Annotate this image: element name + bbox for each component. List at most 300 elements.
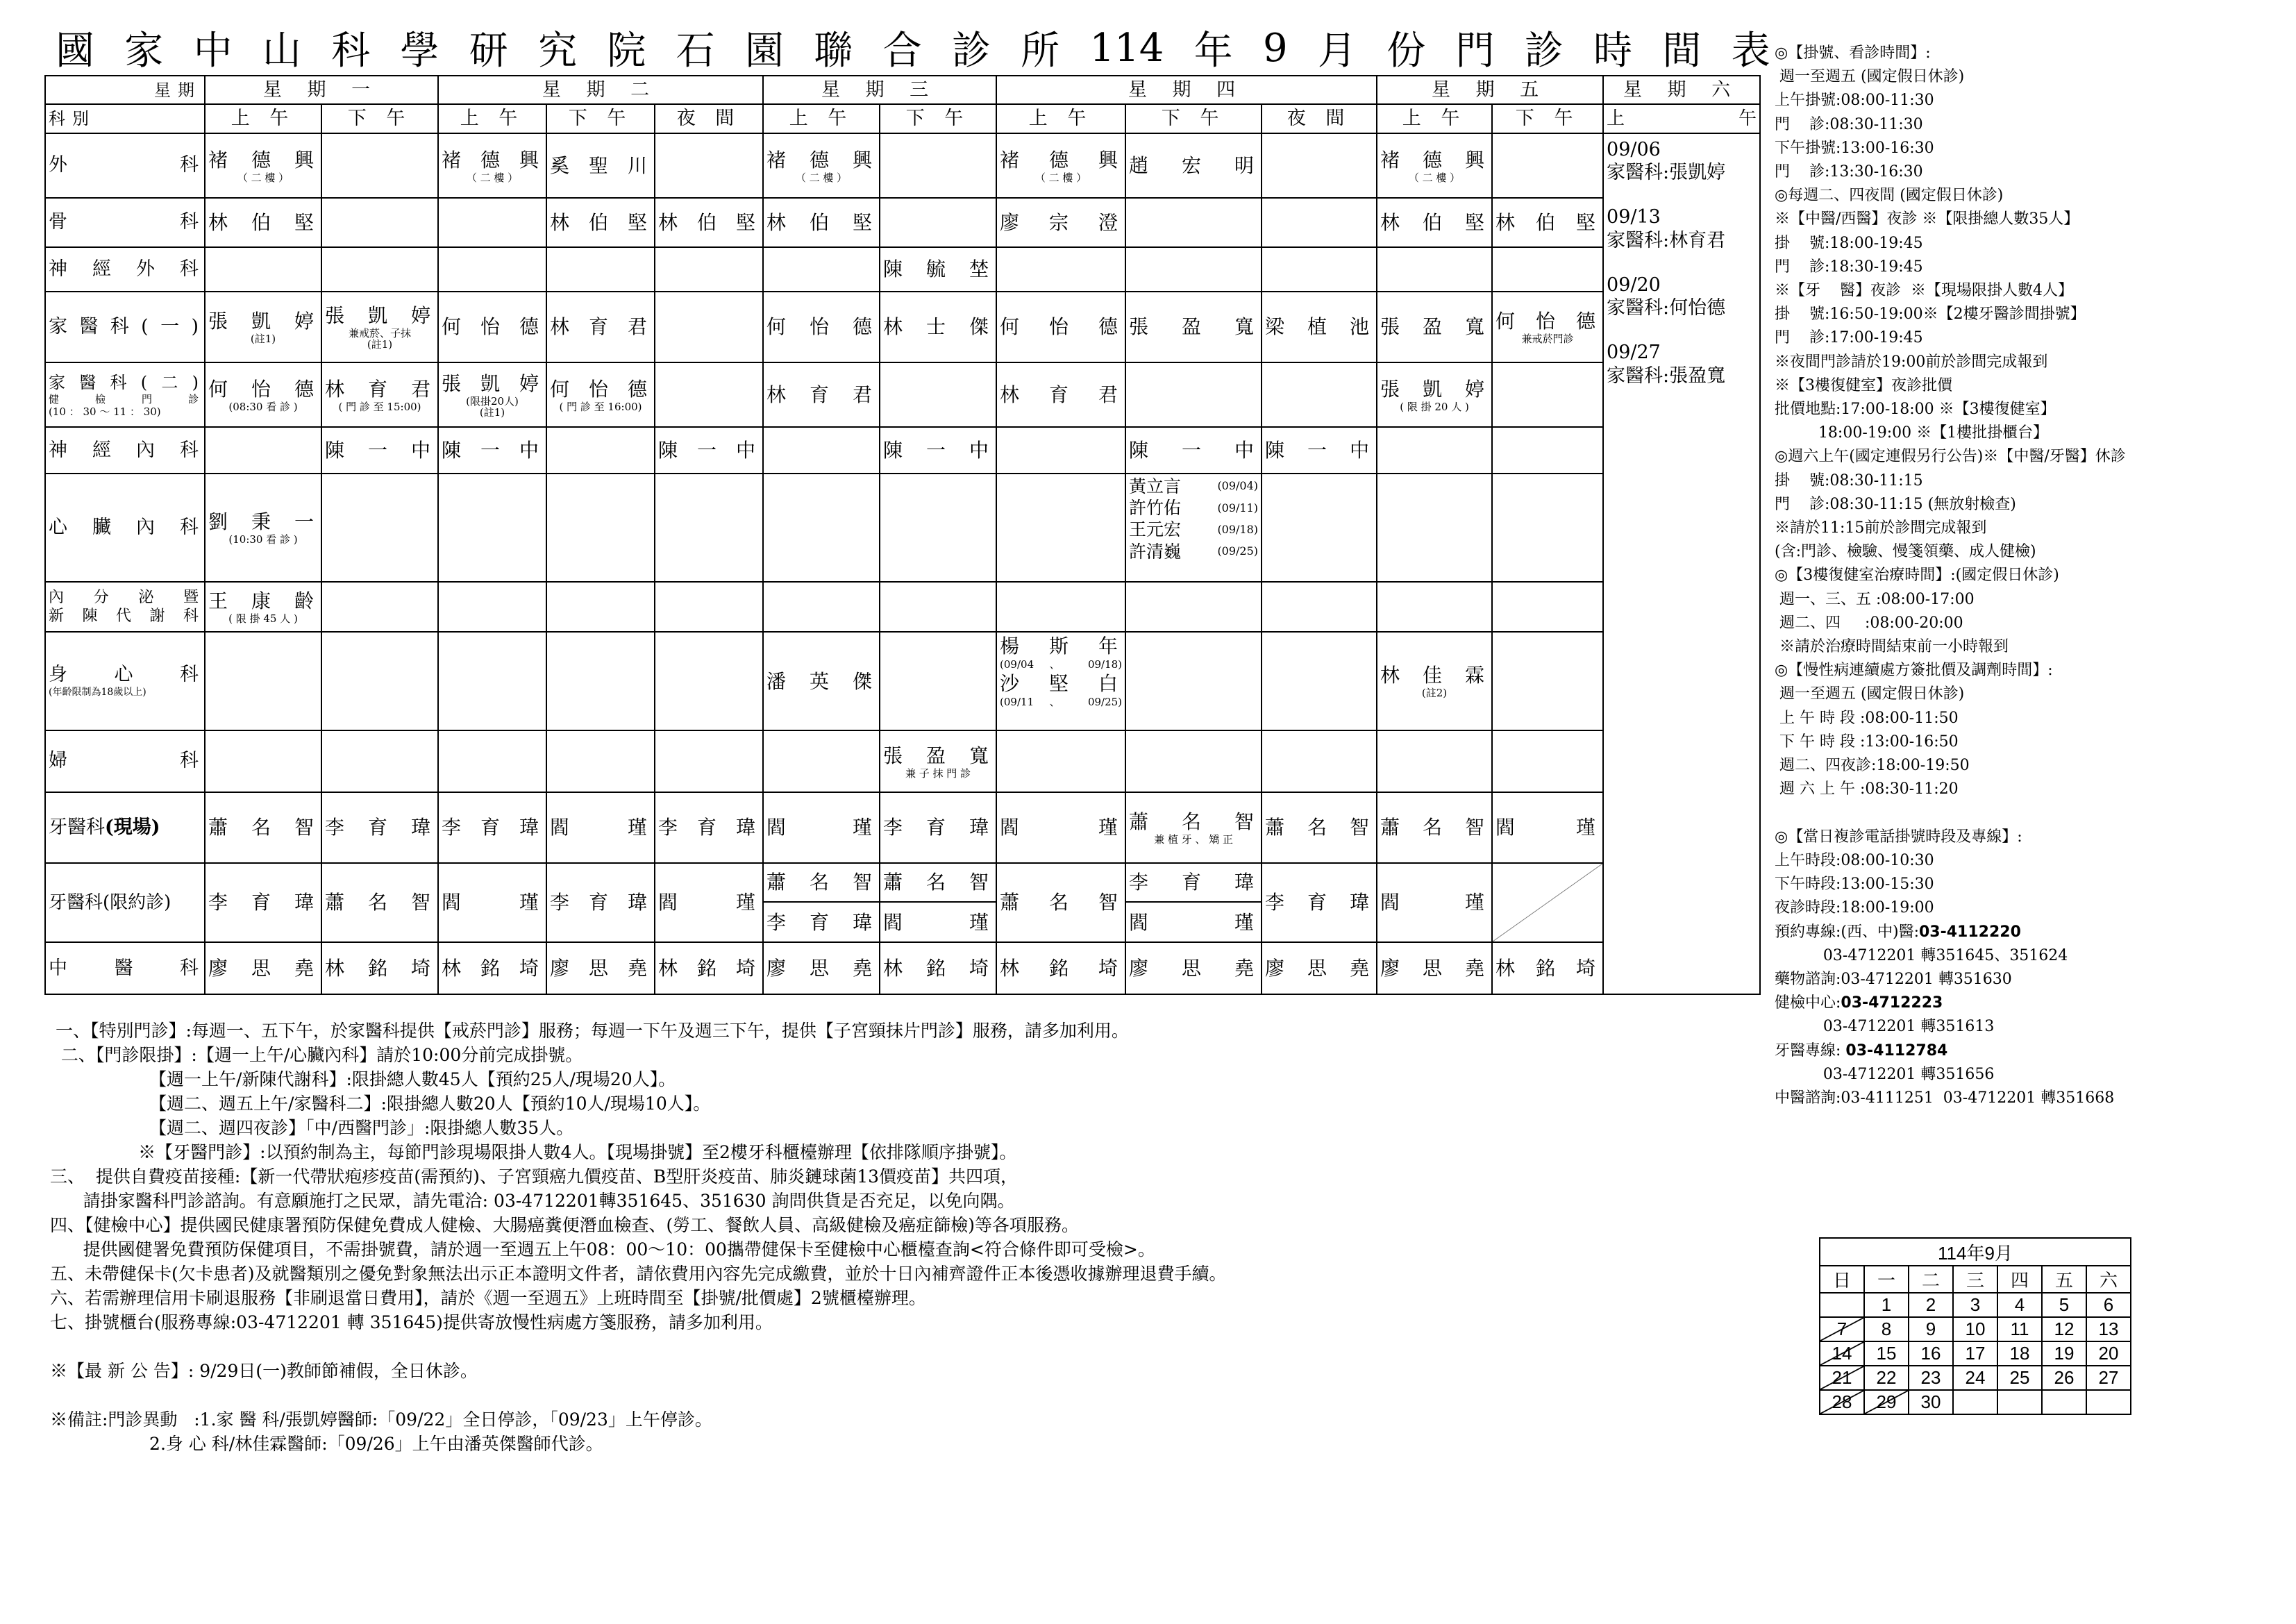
slot-cell: [655, 582, 763, 633]
doctor-name: 閻瑾: [1380, 891, 1489, 914]
doctor-name: 何怡德: [208, 377, 318, 401]
rotation-entry: [1129, 519, 1258, 540]
slot-cell: [321, 863, 438, 942]
calendar-weekday: 六: [2086, 1266, 2131, 1293]
info-line: 門 診:18:30-19:45: [1775, 258, 1923, 276]
slot-note: 兼戒菸、子抹: [349, 326, 412, 340]
slot-cell: [1377, 730, 1492, 792]
calendar-day: 25: [1997, 1366, 2042, 1390]
info-line: [1775, 802, 2288, 826]
title-glyph: 中: [193, 28, 233, 74]
doctor-name: 褚德興: [1380, 148, 1489, 171]
slot-cell: [1125, 474, 1262, 582]
saturday-date: 09/20: [1607, 274, 1661, 296]
info-line: 上午掛號:08:00-11:30: [1775, 92, 1934, 110]
slot-cell: [1377, 942, 1492, 994]
title-glyph: 診: [1524, 28, 1564, 74]
slot-cell: [546, 730, 655, 792]
contact-number: 03-4712223: [1841, 994, 1943, 1012]
calendar-day: 1: [1864, 1293, 1909, 1317]
info-line: ※請於治療時間結束前一小時報到: [1775, 638, 2009, 656]
info-line: 門 診:17:00-19:45: [1775, 329, 1923, 347]
saturday-doctor: 家醫科:林育君: [1607, 229, 1726, 251]
slot-cell: [1492, 362, 1603, 427]
slot-cell: [996, 133, 1125, 198]
info-line: 門 診:08:30-11:15 (無放射檢查): [1775, 495, 2016, 513]
slot-cell: [655, 632, 763, 730]
slot-note: ( 限 掛 45 人 ): [228, 612, 298, 626]
slot-cell: [655, 474, 763, 582]
doctor-name: 張凱婷: [208, 310, 318, 333]
slot-cell: [763, 427, 880, 473]
table-row: [45, 133, 1760, 198]
contact-number: 03-4112784: [1845, 1041, 1948, 1060]
doctor-name: 林育君: [766, 383, 877, 407]
slot-cell: [205, 942, 321, 994]
slot-cell: [996, 474, 1125, 582]
slot-cell: [438, 247, 546, 292]
slot-cell: [1262, 292, 1377, 362]
slot-cell: [1262, 792, 1377, 863]
slot-half: [1126, 864, 1261, 903]
slot-cell: [880, 792, 996, 863]
slot-cell: [546, 792, 655, 863]
slot-cell: [205, 863, 321, 942]
slot-note: 兼 子 抹 門 診: [905, 767, 971, 780]
slot-cell: [205, 198, 321, 247]
slot-cell: [546, 362, 655, 427]
slot-cell: [438, 292, 546, 362]
contact-label: 藥物諮詢:03-4712201 轉351630: [1775, 970, 2012, 988]
slot-note: 兼 植 牙 、 矯 正: [1154, 833, 1233, 846]
calendar-day: 9: [1909, 1317, 1953, 1341]
slot-cell: [321, 427, 438, 473]
doctor-name: 蕭名智: [1265, 816, 1374, 839]
slot-cell: [546, 474, 655, 582]
table-row: [45, 247, 1760, 292]
slot-cell: [1377, 247, 1492, 292]
slot-cell: [1262, 198, 1377, 247]
slot-cell: [1492, 632, 1603, 730]
calendar-day: [2086, 1390, 2131, 1414]
slot-cell: [1492, 474, 1603, 582]
slot-half: [764, 864, 879, 903]
title-glyph: 科: [331, 28, 371, 74]
doctor-name: 褚德興: [1000, 148, 1123, 171]
slot-cell: [1377, 474, 1492, 582]
doctor-name: 閻瑾: [766, 816, 877, 839]
slot-cell: [655, 198, 763, 247]
doctor-name: 林伯堅: [1495, 210, 1600, 234]
rotation-date: (09/25): [1217, 544, 1259, 558]
title-glyph: 山: [262, 28, 301, 74]
title-glyph: 份: [1386, 28, 1426, 74]
doctor-name: 廖宗澄: [1000, 210, 1123, 234]
slot-cell: [546, 427, 655, 473]
slot-cell: [880, 582, 996, 633]
slot-half: [764, 903, 879, 941]
info-line: ※【3樓復健室】夜診批價: [1775, 376, 1952, 394]
info-line: 掛 號:18:00-19:45: [1775, 234, 1923, 252]
table-row: [45, 730, 1760, 792]
doctor-name: 閻瑾: [1129, 910, 1259, 934]
contact-line: [1775, 991, 2288, 1015]
calendar-day: 14: [1820, 1341, 1864, 1366]
dept-subtitle: 健 檢 門 診: [49, 392, 201, 405]
doctor-name: 張凱婷: [325, 303, 435, 327]
slot-cell: [763, 632, 880, 730]
info-line: ※夜間門診請於19:00前於診間完成報到: [1775, 353, 2048, 371]
slot-cell-split: [1125, 863, 1262, 942]
slot-cell: [438, 133, 546, 198]
note-line: ※【牙醫門診】:以預約制為主，每節門診現場限掛人數4人。【現場掛號】至2樓牙科櫃檯辦理【依排隊順序掛號】。: [50, 1142, 1017, 1162]
doctor-name: 林育君: [550, 315, 652, 339]
slot-cell: [655, 863, 763, 942]
period-sat-pm: 午: [1738, 108, 1757, 129]
calendar-day: 30: [1909, 1390, 1953, 1414]
slot-cell: [205, 362, 321, 427]
period-night: 夜 間: [655, 104, 763, 133]
title-glyph: 園: [744, 28, 784, 74]
slot-cell: [1492, 198, 1603, 247]
doctor-name: 李育瑋: [766, 910, 877, 934]
slot-cell: [321, 474, 438, 582]
slot-cell: [321, 942, 438, 994]
note-line: 【週一上午/新陳代謝科】:限掛總人數45人【預約25人/現場20人】。: [50, 1069, 676, 1089]
slot-note: (08:30 看 診 ): [228, 400, 298, 413]
slot-cell: [763, 730, 880, 792]
doctor-name: 林銘埼: [1000, 957, 1123, 980]
slot-cell: [763, 198, 880, 247]
contact-label: 預約專線:(西、中)醫:: [1775, 923, 1919, 941]
slot-cell: [763, 133, 880, 198]
doctor-name: 閻瑾: [442, 891, 544, 914]
note-line: 六、若需辦理信用卡刷退服務【非刷退當日費用】，請於《週一至週五》上班時間至【掛號/批價處】2號櫃檯辦理。: [50, 1288, 926, 1308]
slot-cell: [763, 362, 880, 427]
slot-cell: [1492, 792, 1603, 863]
slot-cell: [1377, 292, 1492, 362]
slot-note: （ 二 樓 ）: [1408, 171, 1461, 184]
dept-psychiatry: [45, 632, 205, 730]
slot-cell: [655, 362, 763, 427]
doctor-name: 閻瑾: [1495, 816, 1600, 839]
dept-subtitle: (年齡限制為18歲以上): [49, 687, 146, 698]
slot-cell: [1377, 792, 1492, 863]
rotation-entry: [1129, 541, 1258, 562]
slot-cell: [763, 292, 880, 362]
dept-tcm: 中醫科: [45, 942, 205, 994]
slot-note: (10:30 看 診 ): [228, 533, 298, 546]
doctor-name: 閻瑾: [550, 816, 652, 839]
period-pm: 下 午: [1492, 104, 1603, 133]
slot-half: [880, 903, 996, 941]
doctor-name: 趙宏明: [1129, 153, 1259, 177]
info-line: ◎【掛號、看診時間】:: [1775, 44, 1931, 62]
calendar-weekday: 五: [2042, 1266, 2086, 1293]
calendar-day: 29: [1864, 1390, 1909, 1414]
dept-qualifier: (現場): [105, 817, 160, 839]
table-row: [45, 427, 1760, 473]
doctor-name: 蕭名智: [208, 816, 318, 839]
doctor-name: 李育瑋: [325, 816, 435, 839]
slot-cell: [321, 292, 438, 362]
note-line: 一、【特別門診】:每週一、五下午，於家醫科提供【戒菸門診】服務；每週一下午及週三下午，提供【子宮頸抹片門診】服務，請多加利用。: [50, 1021, 1129, 1041]
dept-dental-walkin: [45, 792, 205, 863]
slot-cell: [1125, 427, 1262, 473]
doctor-name: 陳一中: [1129, 439, 1259, 462]
slot-note: (限掛20人): [466, 394, 519, 408]
info-line: 下 午 時 段 :13:00-16:50: [1775, 733, 1959, 751]
slot-cell: [1377, 198, 1492, 247]
info-line: ◎【當日複診電話掛號時段及專線】:: [1775, 828, 2022, 846]
saturday-date: 09/13: [1607, 206, 1661, 228]
dept-dental-appointment: 牙醫科(限約診): [45, 863, 205, 942]
table-row: [45, 863, 1760, 942]
slot-cell-split: [880, 863, 996, 942]
doctor-name: 褚德興: [208, 148, 318, 171]
doctor-name: 林伯堅: [550, 210, 652, 234]
calendar-day: 3: [1953, 1293, 1997, 1317]
table-row: [45, 362, 1760, 427]
calendar-day: 19: [2042, 1341, 2086, 1366]
calendar-day: 2: [1909, 1293, 1953, 1317]
info-line: 掛 號:16:50-19:00※【2樓牙醫診間掛號】: [1775, 305, 2086, 324]
slot-note: （ 二 樓 ）: [466, 171, 519, 184]
slot-cell: [438, 942, 546, 994]
doctor-name: 廖思堯: [1265, 957, 1374, 980]
slot-cell: [1492, 730, 1603, 792]
slot-cell: [1492, 247, 1603, 292]
calendar-day: 18: [1997, 1341, 2042, 1366]
slot-cell: [1125, 632, 1262, 730]
calendar-day: 17: [1953, 1341, 1997, 1366]
slot-cell: [205, 133, 321, 198]
slot-note: (註2): [1421, 687, 1448, 700]
calendar-day: 27: [2086, 1366, 2131, 1390]
slot-cell: [996, 792, 1125, 863]
slot-note: (註1): [479, 406, 505, 419]
info-line: 上 午 時 段 :08:00-11:50: [1775, 709, 1959, 727]
calendar-day: 7: [1820, 1317, 1864, 1341]
calendar-day: [1820, 1293, 1864, 1317]
slot-cell: [205, 632, 321, 730]
dept-family-medicine-2: [45, 362, 205, 427]
doctor-name: 何怡德: [1000, 315, 1123, 339]
slot-cell: [655, 730, 763, 792]
dept-endocrinology: [45, 582, 205, 633]
contact-line: [1775, 944, 2288, 968]
corner-dept-label: 科別: [45, 104, 205, 133]
doctor-name: 林育君: [1000, 383, 1123, 407]
saturday-entry: [1607, 206, 1757, 253]
note-line: 提供國健署免費預防保健項目，不需掛號費，請於週一至週五上午08：00～10：00攜帶健保卡至健檢中心櫃檯查詢<符合條件即可受檢>。: [50, 1239, 1155, 1259]
info-line: (含:門診、檢驗、慢箋領藥、成人健檢): [1775, 543, 2036, 561]
table-row: [45, 792, 1760, 863]
doctor-name: 陳一中: [325, 439, 435, 462]
slot-cell: [1377, 582, 1492, 633]
slot-note: ( 限 掛 20 人 ): [1400, 400, 1469, 413]
contact-line: [1775, 968, 2288, 991]
slot-cell-empty-diagonal: [1492, 863, 1603, 942]
slot-cell: [655, 133, 763, 198]
saturday-doctor: 家醫科:張盈寬: [1607, 365, 1726, 387]
rotation-entry: [1129, 476, 1258, 497]
info-line: ◎週六上午(國定連假另行公告)※【中醫/牙醫】休診: [1775, 448, 2126, 466]
period-pm: 下 午: [1125, 104, 1262, 133]
doctor-name: 陳一中: [658, 439, 760, 462]
doctor-name: 李育瑋: [208, 891, 318, 914]
table-row: [45, 198, 1760, 247]
dept-neurology: 神經內科: [45, 427, 205, 473]
doctor-name: 李育瑋: [1129, 871, 1259, 894]
doctor-name: 廖思堯: [1380, 957, 1489, 980]
day-fri: 星 期 五: [1377, 76, 1603, 104]
slot-cell: [1262, 247, 1377, 292]
slot-cell: [1377, 427, 1492, 473]
slot-cell: [1262, 863, 1377, 942]
slot-cell: [996, 942, 1125, 994]
slot-cell: [1262, 474, 1377, 582]
slot-cell: [546, 133, 655, 198]
title-glyph: 聯: [814, 28, 853, 74]
slot-cell: [1377, 863, 1492, 942]
doctor-name: 陳一中: [883, 439, 994, 462]
slot-cell: [1492, 942, 1603, 994]
doctor-name: 林伯堅: [766, 210, 877, 234]
slot-cell: [1125, 362, 1262, 427]
info-line: 門 診:08:30-11:30: [1775, 115, 1923, 133]
slot-note: ( 門 診 至 15:00): [338, 400, 421, 413]
saturday-date: 09/27: [1607, 342, 1661, 364]
slot-cell: [546, 863, 655, 942]
day-sat: 星 期 六: [1603, 76, 1760, 104]
slot-cell: [546, 632, 655, 730]
info-line: ◎每週二、四夜間 (國定假日休診): [1775, 187, 2004, 205]
title-glyph: 國: [56, 28, 94, 74]
slot-cell: [438, 632, 546, 730]
calendar-day: 5: [2042, 1293, 2086, 1317]
doctor-name: 李育瑋: [883, 816, 994, 839]
title-glyph: 間: [1662, 28, 1702, 74]
schedule-table: [44, 75, 1761, 995]
doctor-name: 梁植池: [1265, 315, 1374, 339]
calendar-day: 22: [1864, 1366, 1909, 1390]
doctor-name: 何怡德: [766, 315, 877, 339]
slot-cell: [763, 247, 880, 292]
info-line: 週二、四 :08:00-20:00: [1775, 614, 1963, 632]
period-night: 夜 間: [1262, 104, 1377, 133]
slot-cell: [1125, 582, 1262, 633]
slot-note: 兼戒菸門診: [1521, 333, 1574, 346]
table-row: [45, 632, 1760, 730]
note-line: 五、未帶健保卡(欠卡患者)及就醫類別之優免對象無法出示正本證明文件者，請依費用內容先完成繳費，並於十日內補齊證件正本後憑收據辦理退費手續。: [50, 1264, 1227, 1284]
doctor-name: 褚德興: [442, 148, 544, 171]
period-am: 上 午: [1377, 104, 1492, 133]
slot-cell: [763, 474, 880, 582]
title-glyph: 合: [882, 28, 922, 74]
slot-half: [880, 864, 996, 903]
slot-cell: [880, 474, 996, 582]
slot-cell: [996, 632, 1125, 730]
title-glyph: 年: [1193, 28, 1233, 74]
note-line: 【週二、週四夜診】「中/西醫門診」:限掛總人數35人。: [50, 1118, 574, 1138]
slot-cell: [880, 427, 996, 473]
slot-cell: [1492, 133, 1603, 198]
title-glyph: 114: [1089, 25, 1164, 71]
doctor-name: 李育瑋: [658, 816, 760, 839]
slot-cell: [1125, 942, 1262, 994]
note-line: 2.身 心 科/林佳霖醫師:「09/26」上午由潘英傑醫師代診。: [50, 1434, 603, 1454]
note-line: ※備註:門診異動 :1.家 醫 科/張凱婷醫師:「09/22」全日停診，「09/23」上午停診。: [50, 1409, 712, 1430]
slot-cell: [438, 427, 546, 473]
info-line: 掛 號:08:30-11:15: [1775, 471, 1923, 489]
dept-name: 內 分 泌 暨: [49, 588, 201, 606]
info-line: 夜診時段:18:00-19:00: [1775, 899, 1934, 917]
period-pm: 下 午: [321, 104, 438, 133]
slot-note: （ 二 樓 ）: [1034, 171, 1087, 184]
doctor-name: 張盈寬: [1129, 315, 1259, 339]
table-row: [45, 292, 1760, 362]
title-glyph: 學: [400, 28, 439, 74]
doctor-name: 閻瑾: [883, 910, 994, 934]
table-row: [45, 582, 1760, 633]
slot-cell: [1377, 362, 1492, 427]
info-line: ◎【3樓復健室治療時間】:(國定假日休診): [1775, 567, 2059, 585]
title-glyph: 院: [607, 28, 646, 74]
slot-cell: [546, 942, 655, 994]
slot-cell: [763, 792, 880, 863]
slot-cell: [655, 292, 763, 362]
calendar-day: [1997, 1390, 2042, 1414]
dept-name: 身心科: [49, 664, 201, 686]
rotation-date: (09/04): [1217, 479, 1259, 493]
info-line: 週 六 上 午 :08:30-11:20: [1775, 780, 1959, 798]
doctor-name: 林銘埼: [442, 957, 544, 980]
slot-cell: [321, 247, 438, 292]
calendar-day: [2042, 1390, 2086, 1414]
contact-label: 03-4712201 轉351656: [1775, 1065, 1995, 1083]
dept-surgery: 外科: [45, 133, 205, 198]
doctor-name: 蕭名智: [883, 871, 994, 894]
saturday-entry: [1607, 341, 1757, 388]
dept-subtitle: (10 ： 30 ～ 11 ： 30): [49, 405, 161, 418]
slot-cell: [996, 582, 1125, 633]
saturday-entry: [1607, 138, 1757, 185]
slot-cell: [321, 632, 438, 730]
info-line: 上午時段:08:00-10:30: [1775, 851, 1934, 869]
slot-cell: [763, 942, 880, 994]
slot-cell: [763, 582, 880, 633]
contact-label: 03-4712201 轉351645、351624: [1775, 946, 2068, 964]
calendar-day: 28: [1820, 1390, 1864, 1414]
period-am: 上 午: [763, 104, 880, 133]
slot-cell: [880, 247, 996, 292]
calendar-weekday: 二: [1909, 1266, 1953, 1293]
slot-cell: [996, 362, 1125, 427]
calendar-weekday: 四: [1997, 1266, 2042, 1293]
note-line: 三、 提供自費疫苗接種:【新一代帶狀疱疹疫苗(需預約)、子宮頸癌九價疫苗、B型肝炎疫苗、肺炎鏈球菌13價疫苗】共四項，: [50, 1166, 1019, 1187]
doctor-name: 王元宏: [1129, 519, 1182, 540]
slot-cell: [880, 730, 996, 792]
calendar-weekday: 一: [1864, 1266, 1909, 1293]
slot-cell: [1492, 582, 1603, 633]
title-glyph: 9: [1262, 25, 1288, 71]
calendar-caption: 114年9月: [1820, 1238, 2131, 1266]
contact-line: [1775, 1087, 2288, 1110]
slot-note: （ 二 樓 ）: [237, 171, 290, 184]
note-line: 四、【健檢中心】提供國民健康署預防保健免費成人健檢、大腸癌糞便潛血檢查、(勞工、餐飲人員、高級健檢及癌症篩檢)等各項服務。: [50, 1215, 1080, 1235]
doctor-name: 張盈寬: [1380, 315, 1489, 339]
